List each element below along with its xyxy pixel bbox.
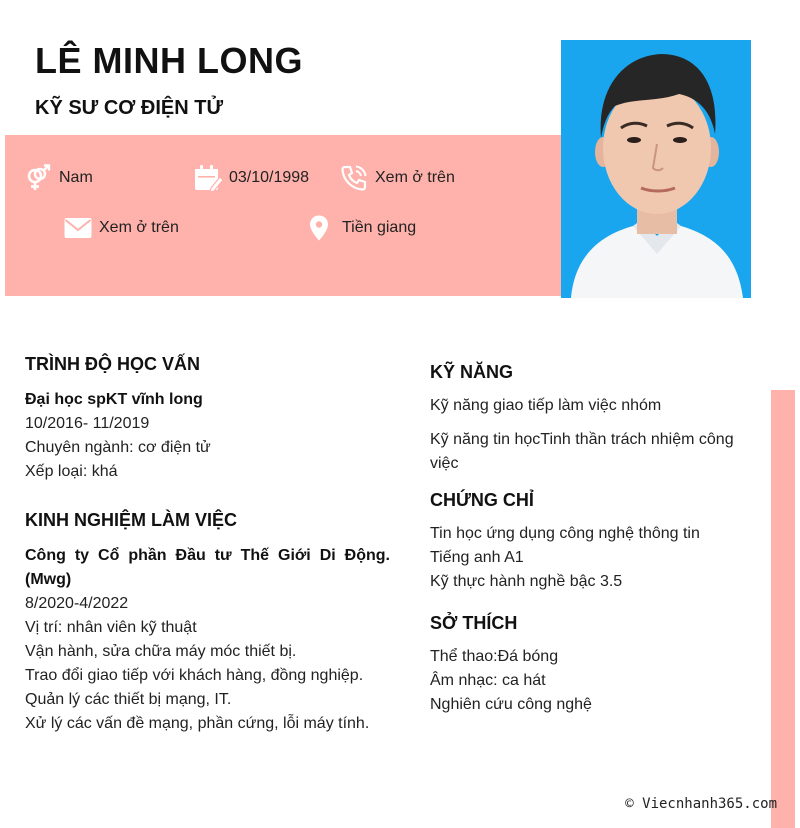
education-heading: TRÌNH ĐỘ HỌC VẤN — [25, 354, 200, 374]
experience-period: 8/2020-4/2022 — [25, 595, 129, 612]
hobby-item: Âm nhạc: ca hát — [430, 672, 546, 689]
calendar-icon — [193, 163, 223, 193]
info-phone — [339, 163, 455, 193]
education-major: Chuyên ngành: cơ điện tử — [25, 439, 211, 456]
experience-position: Vị trí: nhân viên kỹ thuật — [25, 619, 197, 636]
skill-item: Kỹ năng giao tiếp làm việc nhóm — [430, 397, 662, 414]
profile-photo — [561, 40, 751, 298]
education-school: Đại học spKT vĩnh long — [25, 391, 203, 408]
certificate-item: Tiếng anh A1 — [430, 549, 524, 566]
skill-item: Kỹ năng tin họcTinh thần trách nhiệm công việc — [430, 431, 734, 472]
certificates-section — [430, 488, 740, 594]
certificate-item: Tin học ứng dụng công nghệ thông tin — [430, 525, 700, 542]
hobby-item: Thể thao:Đá bóng — [430, 648, 559, 665]
phone-value: Xem ở trên — [375, 169, 455, 186]
address-value: Tiền giang — [342, 219, 417, 236]
info-address — [304, 213, 416, 243]
job-title: KỸ SƯ CƠ ĐIỆN TỬ — [35, 97, 224, 119]
phone-icon — [339, 163, 369, 193]
certificate-item: Kỹ thực hành nghề bậc 3.5 — [430, 573, 623, 590]
info-gender — [23, 163, 93, 193]
experience-section — [25, 508, 390, 736]
experience-duty: Trao đổi giao tiếp với khách hàng, đồng nghiệp. — [25, 667, 364, 684]
education-grade: Xếp loại: khá — [25, 463, 118, 480]
experience-duty: Xử lý các vấn đề mạng, phần cứng, lỗi máy tính. — [25, 715, 370, 732]
experience-duty: Quản lý các thiết bị mạng, IT. — [25, 691, 232, 708]
envelope-icon — [63, 213, 93, 243]
accent-bar — [771, 390, 795, 828]
hobbies-heading: SỞ THÍCH — [430, 613, 518, 633]
education-period: 10/2016- 11/2019 — [25, 415, 150, 432]
email-value: Xem ở trên — [99, 219, 179, 236]
location-pin-icon — [304, 213, 334, 243]
birthdate-value: 03/10/1998 — [229, 169, 310, 186]
skills-section — [430, 360, 740, 476]
candidate-name: LÊ MINH LONG — [35, 40, 303, 81]
copyright-footer: © Viecnhanh365.com — [625, 796, 777, 812]
experience-duty: Vận hành, sửa chữa máy móc thiết bị. — [25, 643, 297, 660]
certificates-heading: CHỨNG CHỈ — [430, 490, 534, 510]
info-email — [63, 213, 179, 243]
education-section — [25, 352, 390, 484]
hobbies-section — [430, 611, 740, 717]
experience-heading: KINH NGHIỆM LÀM VIỆC — [25, 510, 238, 530]
contact-info-band — [5, 135, 561, 296]
info-birthdate — [193, 163, 309, 193]
gender-value: Nam — [59, 169, 93, 186]
skills-heading: KỸ NĂNG — [430, 362, 514, 382]
gender-icon — [23, 163, 53, 193]
hobby-item: Nghiên cứu công nghệ — [430, 696, 592, 713]
experience-company: Công ty Cổ phần Đầu tư Thế Giới Di Động. (Mwg) — [25, 547, 390, 588]
